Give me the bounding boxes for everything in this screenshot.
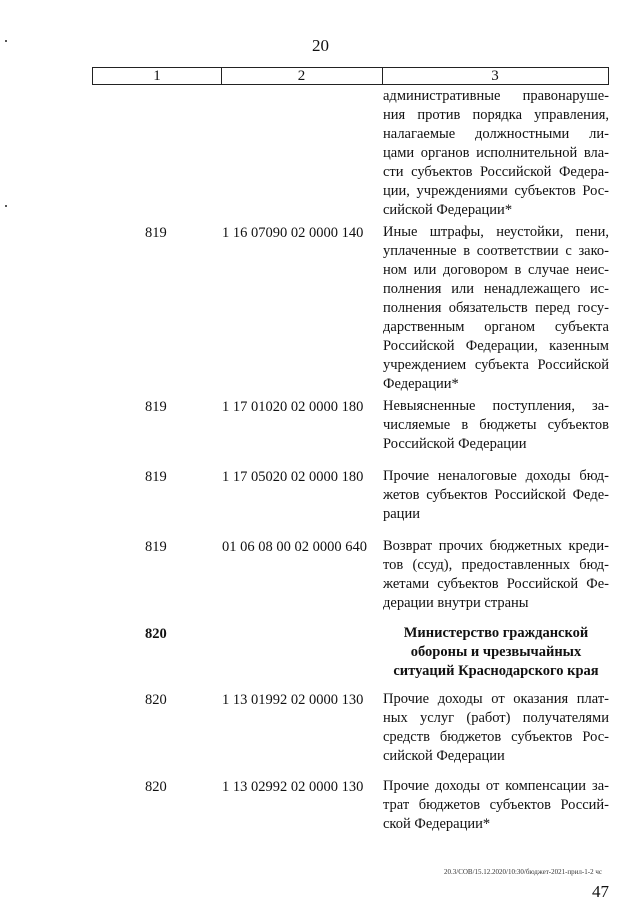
admin-code: 819 — [145, 225, 167, 241]
description-line: цами органов исполнительной вла- — [383, 145, 609, 161]
ministry-name-line: ситуаций Краснодарского края — [393, 663, 599, 679]
description-line: рации — [383, 506, 420, 522]
row-description — [383, 467, 609, 524]
admin-code: 820 — [145, 779, 167, 795]
description-line: Прочие доходы от компенсации за- — [383, 778, 609, 794]
description-line: Федерации* — [383, 376, 459, 392]
description-line: Прочие неналоговые доходы бюд- — [383, 468, 609, 484]
description-line: ской Федерации* — [383, 816, 491, 832]
description-line: Невыясненные поступления, за- — [383, 398, 609, 414]
budget-code: 01 06 08 00 02 0000 640 — [222, 539, 367, 555]
description-line: ных услуг (работ) получателями — [383, 710, 609, 726]
description-line: уплаченные в соответствии с зако- — [383, 243, 609, 259]
budget-code: 1 17 05020 02 0000 180 — [222, 469, 364, 485]
header-col1: 1 — [153, 68, 161, 84]
description-line: ции, учреждениями субъектов Рос- — [383, 183, 609, 199]
footer-document-code: 20.3/СОВ/15.12.2020/10:30/бюджет-2021-прил-1-2 чс — [444, 868, 602, 876]
description-line: дерации внутри страны — [383, 595, 529, 611]
row-description — [383, 777, 609, 834]
budget-code: 1 16 07090 02 0000 140 — [222, 225, 364, 241]
description-line: налагаемые должностными ли- — [383, 126, 609, 142]
page-number-top: 20 — [312, 36, 329, 55]
description-line: ном или договором в случае неис- — [383, 262, 609, 278]
description-line: Прочие доходы от оказания плат- — [383, 691, 609, 707]
admin-code: 819 — [145, 399, 167, 415]
header-col2: 2 — [297, 68, 306, 84]
budget-code: 1 17 01020 02 0000 180 — [222, 399, 364, 415]
description-line: сти субъектов Российской Федера- — [383, 164, 609, 180]
ministry-name-line: обороны и чрезвычайных — [410, 644, 582, 660]
description-line: Российской Федерации — [383, 436, 527, 452]
description-line: сийской Федерации* — [383, 202, 513, 218]
description-line: дарственным органом субъекта — [383, 319, 609, 335]
page-number-bottom: 47 — [592, 882, 609, 901]
admin-code: 819 — [145, 539, 167, 555]
budget-code: 1 13 01992 02 0000 130 — [222, 692, 364, 708]
admin-code: 820 — [145, 626, 167, 642]
scan-speck — [5, 205, 7, 207]
row-description — [383, 690, 609, 766]
row-description — [383, 397, 609, 454]
description-line: средств бюджетов субъектов Рос- — [383, 729, 609, 745]
description-line: тов (ссуд), предоставленных бюд- — [383, 557, 609, 573]
row-description — [383, 537, 609, 613]
description-line: полнения обязательств перед госу- — [383, 300, 609, 316]
description-line: ния против порядка управления, — [383, 107, 609, 123]
scan-speck — [5, 40, 7, 42]
description-line: жетами субъектов Российской Фе- — [383, 576, 609, 592]
description-line: числяемые в бюджеты субъектов — [383, 417, 609, 433]
description-line: административные правонаруше- — [383, 88, 609, 104]
description-line: Возврат прочих бюджетных креди- — [383, 538, 609, 554]
ministry-name — [383, 624, 609, 681]
description-line: жетов субъектов Российской Феде- — [383, 487, 609, 503]
description-line: учреждением субъекта Российской — [383, 357, 609, 373]
row-description — [383, 223, 609, 394]
header-col3: 3 — [491, 68, 499, 84]
description-line: сийской Федерации — [383, 748, 505, 764]
description-line: Иные штрафы, неустойки, пени, — [383, 224, 609, 240]
table-header — [92, 67, 609, 85]
admin-code: 820 — [145, 692, 167, 708]
budget-code: 1 13 02992 02 0000 130 — [222, 779, 364, 795]
description-line: полнения или ненадлежащего ис- — [383, 281, 609, 297]
admin-code: 819 — [145, 469, 167, 485]
description-line: трат бюджетов субъектов Россий- — [383, 797, 609, 813]
description-line: Российской Федерации, казенным — [383, 338, 609, 354]
ministry-name-line: Министерство гражданской — [403, 625, 589, 641]
row-description — [383, 87, 609, 220]
